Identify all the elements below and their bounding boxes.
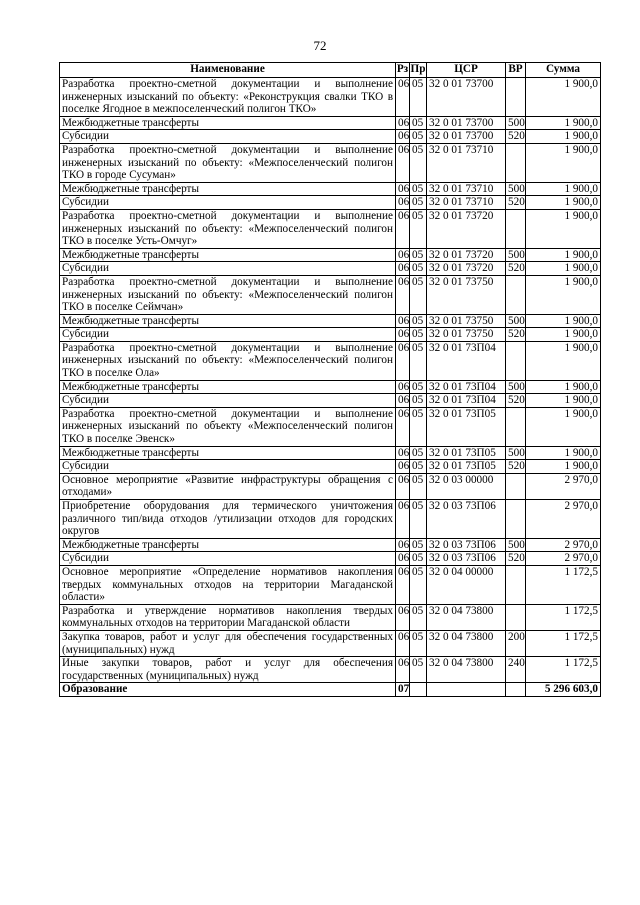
cell-sum: 1 172,5 [526, 657, 601, 683]
table-row [60, 657, 601, 683]
cell-name: Субсидии [60, 552, 396, 566]
cell-vr: 240 [506, 657, 526, 683]
cell-pr: 05 [410, 460, 427, 474]
cell-sum: 1 172,5 [526, 630, 601, 656]
cell-name: Межбюджетные трансферты [60, 538, 396, 552]
cell-pr: 05 [410, 78, 427, 117]
cell-vr [506, 683, 526, 697]
cell-sum: 2 970,0 [526, 552, 601, 566]
cell-pr: 05 [410, 196, 427, 210]
cell-name: Субсидии [60, 262, 396, 276]
cell-pr: 05 [410, 116, 427, 130]
table-row [60, 314, 601, 328]
table-row [60, 328, 601, 342]
cell-rz: 06 [396, 473, 410, 499]
cell-pr: 05 [410, 182, 427, 196]
cell-sum: 1 900,0 [526, 446, 601, 460]
cell-csr: 32 0 04 73800 [427, 630, 506, 656]
cell-name: Субсидии [60, 196, 396, 210]
cell-pr: 05 [410, 446, 427, 460]
cell-pr: 05 [410, 314, 427, 328]
cell-csr: 32 0 01 73700 [427, 130, 506, 144]
cell-rz: 06 [396, 209, 410, 248]
cell-sum: 1 900,0 [526, 407, 601, 446]
table-row [60, 275, 601, 314]
cell-csr: 32 0 01 73700 [427, 116, 506, 130]
cell-vr [506, 78, 526, 117]
cell-sum: 1 900,0 [526, 380, 601, 394]
cell-rz: 06 [396, 552, 410, 566]
cell-name: Межбюджетные трансферты [60, 314, 396, 328]
cell-vr [506, 341, 526, 380]
budget-table [59, 62, 601, 697]
cell-name: Субсидии [60, 460, 396, 474]
table-row [60, 683, 601, 697]
cell-vr: 520 [506, 394, 526, 408]
cell-sum: 1 900,0 [526, 116, 601, 130]
cell-vr: 200 [506, 630, 526, 656]
cell-vr: 520 [506, 196, 526, 210]
cell-sum: 1 900,0 [526, 314, 601, 328]
cell-name: Межбюджетные трансферты [60, 248, 396, 262]
table-row [60, 630, 601, 656]
cell-csr: 32 0 01 73700 [427, 78, 506, 117]
cell-pr: 05 [410, 248, 427, 262]
cell-name: Межбюджетные трансферты [60, 446, 396, 460]
cell-name: Разработка проектно-сметной документации и выполнение инженерных изысканий по объекту «Межпоселенческий полигон ТКО в поселке Эвенск» [60, 407, 396, 446]
cell-vr: 500 [506, 248, 526, 262]
cell-vr [506, 604, 526, 630]
cell-csr [427, 683, 506, 697]
table-row [60, 143, 601, 182]
cell-rz: 06 [396, 78, 410, 117]
cell-pr: 05 [410, 394, 427, 408]
cell-pr: 05 [410, 275, 427, 314]
cell-sum: 1 172,5 [526, 565, 601, 604]
cell-csr: 32 0 01 73710 [427, 196, 506, 210]
cell-rz: 06 [396, 341, 410, 380]
table-row [60, 130, 601, 144]
header-name: Наименование [60, 63, 396, 78]
cell-vr [506, 565, 526, 604]
cell-pr: 05 [410, 604, 427, 630]
cell-pr: 05 [410, 341, 427, 380]
cell-vr: 500 [506, 182, 526, 196]
header-vr: ВР [506, 63, 526, 78]
cell-vr: 520 [506, 460, 526, 474]
table-body [60, 78, 601, 697]
cell-sum: 1 900,0 [526, 130, 601, 144]
cell-sum: 1 900,0 [526, 78, 601, 117]
cell-rz: 06 [396, 275, 410, 314]
table-row [60, 394, 601, 408]
cell-sum: 1 900,0 [526, 275, 601, 314]
cell-name: Образование [60, 683, 396, 697]
table-row [60, 196, 601, 210]
table-row [60, 248, 601, 262]
cell-csr: 32 0 01 73750 [427, 328, 506, 342]
cell-csr: 32 0 04 73800 [427, 604, 506, 630]
cell-name: Межбюджетные трансферты [60, 182, 396, 196]
table-row [60, 116, 601, 130]
cell-pr: 05 [410, 143, 427, 182]
cell-rz: 06 [396, 248, 410, 262]
cell-vr [506, 500, 526, 539]
cell-vr: 520 [506, 328, 526, 342]
cell-csr: 32 0 01 73720 [427, 248, 506, 262]
cell-sum: 5 296 603,0 [526, 683, 601, 697]
cell-sum: 1 900,0 [526, 328, 601, 342]
cell-csr: 32 0 01 73720 [427, 262, 506, 276]
table-row [60, 565, 601, 604]
table-row [60, 538, 601, 552]
cell-pr: 05 [410, 130, 427, 144]
cell-rz: 06 [396, 116, 410, 130]
table-row [60, 500, 601, 539]
table-row [60, 78, 601, 117]
cell-sum: 2 970,0 [526, 500, 601, 539]
cell-csr: 32 0 01 73710 [427, 143, 506, 182]
cell-pr: 05 [410, 552, 427, 566]
table-row [60, 182, 601, 196]
cell-name: Основное мероприятие «Определение нормативов накопления твердых коммунальных отходов на территории Магаданской области» [60, 565, 396, 604]
cell-rz: 06 [396, 657, 410, 683]
cell-pr: 05 [410, 500, 427, 539]
cell-vr [506, 143, 526, 182]
cell-csr: 32 0 03 73П06 [427, 500, 506, 539]
cell-rz: 06 [396, 394, 410, 408]
cell-pr: 05 [410, 407, 427, 446]
cell-name: Субсидии [60, 328, 396, 342]
cell-sum: 1 172,5 [526, 604, 601, 630]
cell-csr: 32 0 03 73П06 [427, 538, 506, 552]
table-row [60, 341, 601, 380]
cell-name: Межбюджетные трансферты [60, 116, 396, 130]
cell-sum: 1 900,0 [526, 196, 601, 210]
cell-name: Приобретение оборудования для термического уничтожения различного тип/вида отходов /утилизации отходов для городских округов [60, 500, 396, 539]
cell-csr: 32 0 01 73П05 [427, 446, 506, 460]
cell-rz: 06 [396, 196, 410, 210]
cell-csr: 32 0 01 73750 [427, 275, 506, 314]
page-number: 72 [313, 38, 327, 53]
cell-name: Разработка проектно-сметной документации и выполнение инженерных изысканий по объекту: «Межпоселенческий полигон ТКО в городе Сусуман» [60, 143, 396, 182]
cell-vr: 500 [506, 538, 526, 552]
cell-name: Межбюджетные трансферты [60, 380, 396, 394]
table-row [60, 380, 601, 394]
cell-rz: 06 [396, 500, 410, 539]
cell-rz: 06 [396, 328, 410, 342]
table-row [60, 407, 601, 446]
cell-pr [410, 683, 427, 697]
cell-csr: 32 0 01 73П04 [427, 394, 506, 408]
cell-rz: 06 [396, 130, 410, 144]
cell-sum: 1 900,0 [526, 394, 601, 408]
cell-csr: 32 0 03 00000 [427, 473, 506, 499]
cell-vr: 520 [506, 552, 526, 566]
cell-rz: 06 [396, 460, 410, 474]
cell-csr: 32 0 03 73П06 [427, 552, 506, 566]
cell-vr: 500 [506, 314, 526, 328]
table-row [60, 473, 601, 499]
cell-rz: 06 [396, 630, 410, 656]
cell-sum: 1 900,0 [526, 182, 601, 196]
cell-rz: 06 [396, 314, 410, 328]
table-row [60, 446, 601, 460]
cell-vr [506, 209, 526, 248]
cell-pr: 05 [410, 209, 427, 248]
cell-rz: 07 [396, 683, 410, 697]
cell-pr: 05 [410, 380, 427, 394]
cell-name: Основное мероприятие «Развитие инфраструктуры обращения с отходами» [60, 473, 396, 499]
cell-name: Субсидии [60, 130, 396, 144]
table-row [60, 604, 601, 630]
cell-csr: 32 0 01 73П04 [427, 380, 506, 394]
cell-sum: 1 900,0 [526, 143, 601, 182]
header-row [60, 63, 601, 78]
cell-csr: 32 0 04 73800 [427, 657, 506, 683]
cell-sum: 1 900,0 [526, 209, 601, 248]
cell-name: Разработка проектно-сметной документации и выполнение инженерных изысканий по объекту: «Межпоселенческий полигон ТКО в поселке Усть-Омчуг» [60, 209, 396, 248]
cell-vr: 520 [506, 130, 526, 144]
cell-sum: 1 900,0 [526, 248, 601, 262]
cell-vr: 520 [506, 262, 526, 276]
cell-vr: 500 [506, 380, 526, 394]
cell-name: Разработка проектно-сметной документации и выполнение инженерных изысканий по объекту: «Межпоселенческий полигон ТКО в поселке Ола» [60, 341, 396, 380]
header-pr: Пр [410, 63, 427, 78]
cell-vr: 500 [506, 446, 526, 460]
cell-pr: 05 [410, 630, 427, 656]
cell-sum: 2 970,0 [526, 538, 601, 552]
cell-sum: 1 900,0 [526, 341, 601, 380]
cell-name: Разработка проектно-сметной документации и выполнение инженерных изысканий по объекту: «Межпоселенческий полигон ТКО в поселке Сеймчан» [60, 275, 396, 314]
cell-name: Разработка и утверждение нормативов накопления твердых коммунальных отходов на территории Магаданской области [60, 604, 396, 630]
cell-pr: 05 [410, 473, 427, 499]
cell-pr: 05 [410, 538, 427, 552]
cell-vr: 500 [506, 116, 526, 130]
cell-csr: 32 0 01 73720 [427, 209, 506, 248]
cell-sum: 2 970,0 [526, 473, 601, 499]
cell-csr: 32 0 04 00000 [427, 565, 506, 604]
header-sum: Сумма [526, 63, 601, 78]
cell-name: Иные закупки товаров, работ и услуг для обеспечения государственных (муниципальных) нужд [60, 657, 396, 683]
cell-name: Разработка проектно-сметной документации и выполнение инженерных изысканий по объекту: «Реконструкция свалки ТКО в поселке Ягодное в межпоселенческий полигон ТКО» [60, 78, 396, 117]
cell-vr [506, 473, 526, 499]
cell-vr [506, 275, 526, 314]
cell-rz: 06 [396, 604, 410, 630]
cell-csr: 32 0 01 73710 [427, 182, 506, 196]
table-row [60, 262, 601, 276]
cell-name: Субсидии [60, 394, 396, 408]
table-row [60, 460, 601, 474]
cell-sum: 1 900,0 [526, 460, 601, 474]
cell-vr [506, 407, 526, 446]
cell-rz: 06 [396, 182, 410, 196]
cell-pr: 05 [410, 565, 427, 604]
table-row [60, 552, 601, 566]
cell-csr: 32 0 01 73750 [427, 314, 506, 328]
cell-name: Закупка товаров, работ и услуг для обеспечения государственных (муниципальных) нужд [60, 630, 396, 656]
table-row [60, 209, 601, 248]
cell-pr: 05 [410, 328, 427, 342]
cell-pr: 05 [410, 262, 427, 276]
cell-rz: 06 [396, 565, 410, 604]
cell-rz: 06 [396, 538, 410, 552]
cell-rz: 06 [396, 262, 410, 276]
cell-rz: 06 [396, 446, 410, 460]
cell-csr: 32 0 01 73П04 [427, 341, 506, 380]
cell-pr: 05 [410, 657, 427, 683]
cell-rz: 06 [396, 143, 410, 182]
cell-csr: 32 0 01 73П05 [427, 407, 506, 446]
cell-sum: 1 900,0 [526, 262, 601, 276]
cell-csr: 32 0 01 73П05 [427, 460, 506, 474]
header-csr: ЦСР [427, 63, 506, 78]
cell-rz: 06 [396, 380, 410, 394]
cell-rz: 06 [396, 407, 410, 446]
header-rz: Рз [396, 63, 410, 78]
